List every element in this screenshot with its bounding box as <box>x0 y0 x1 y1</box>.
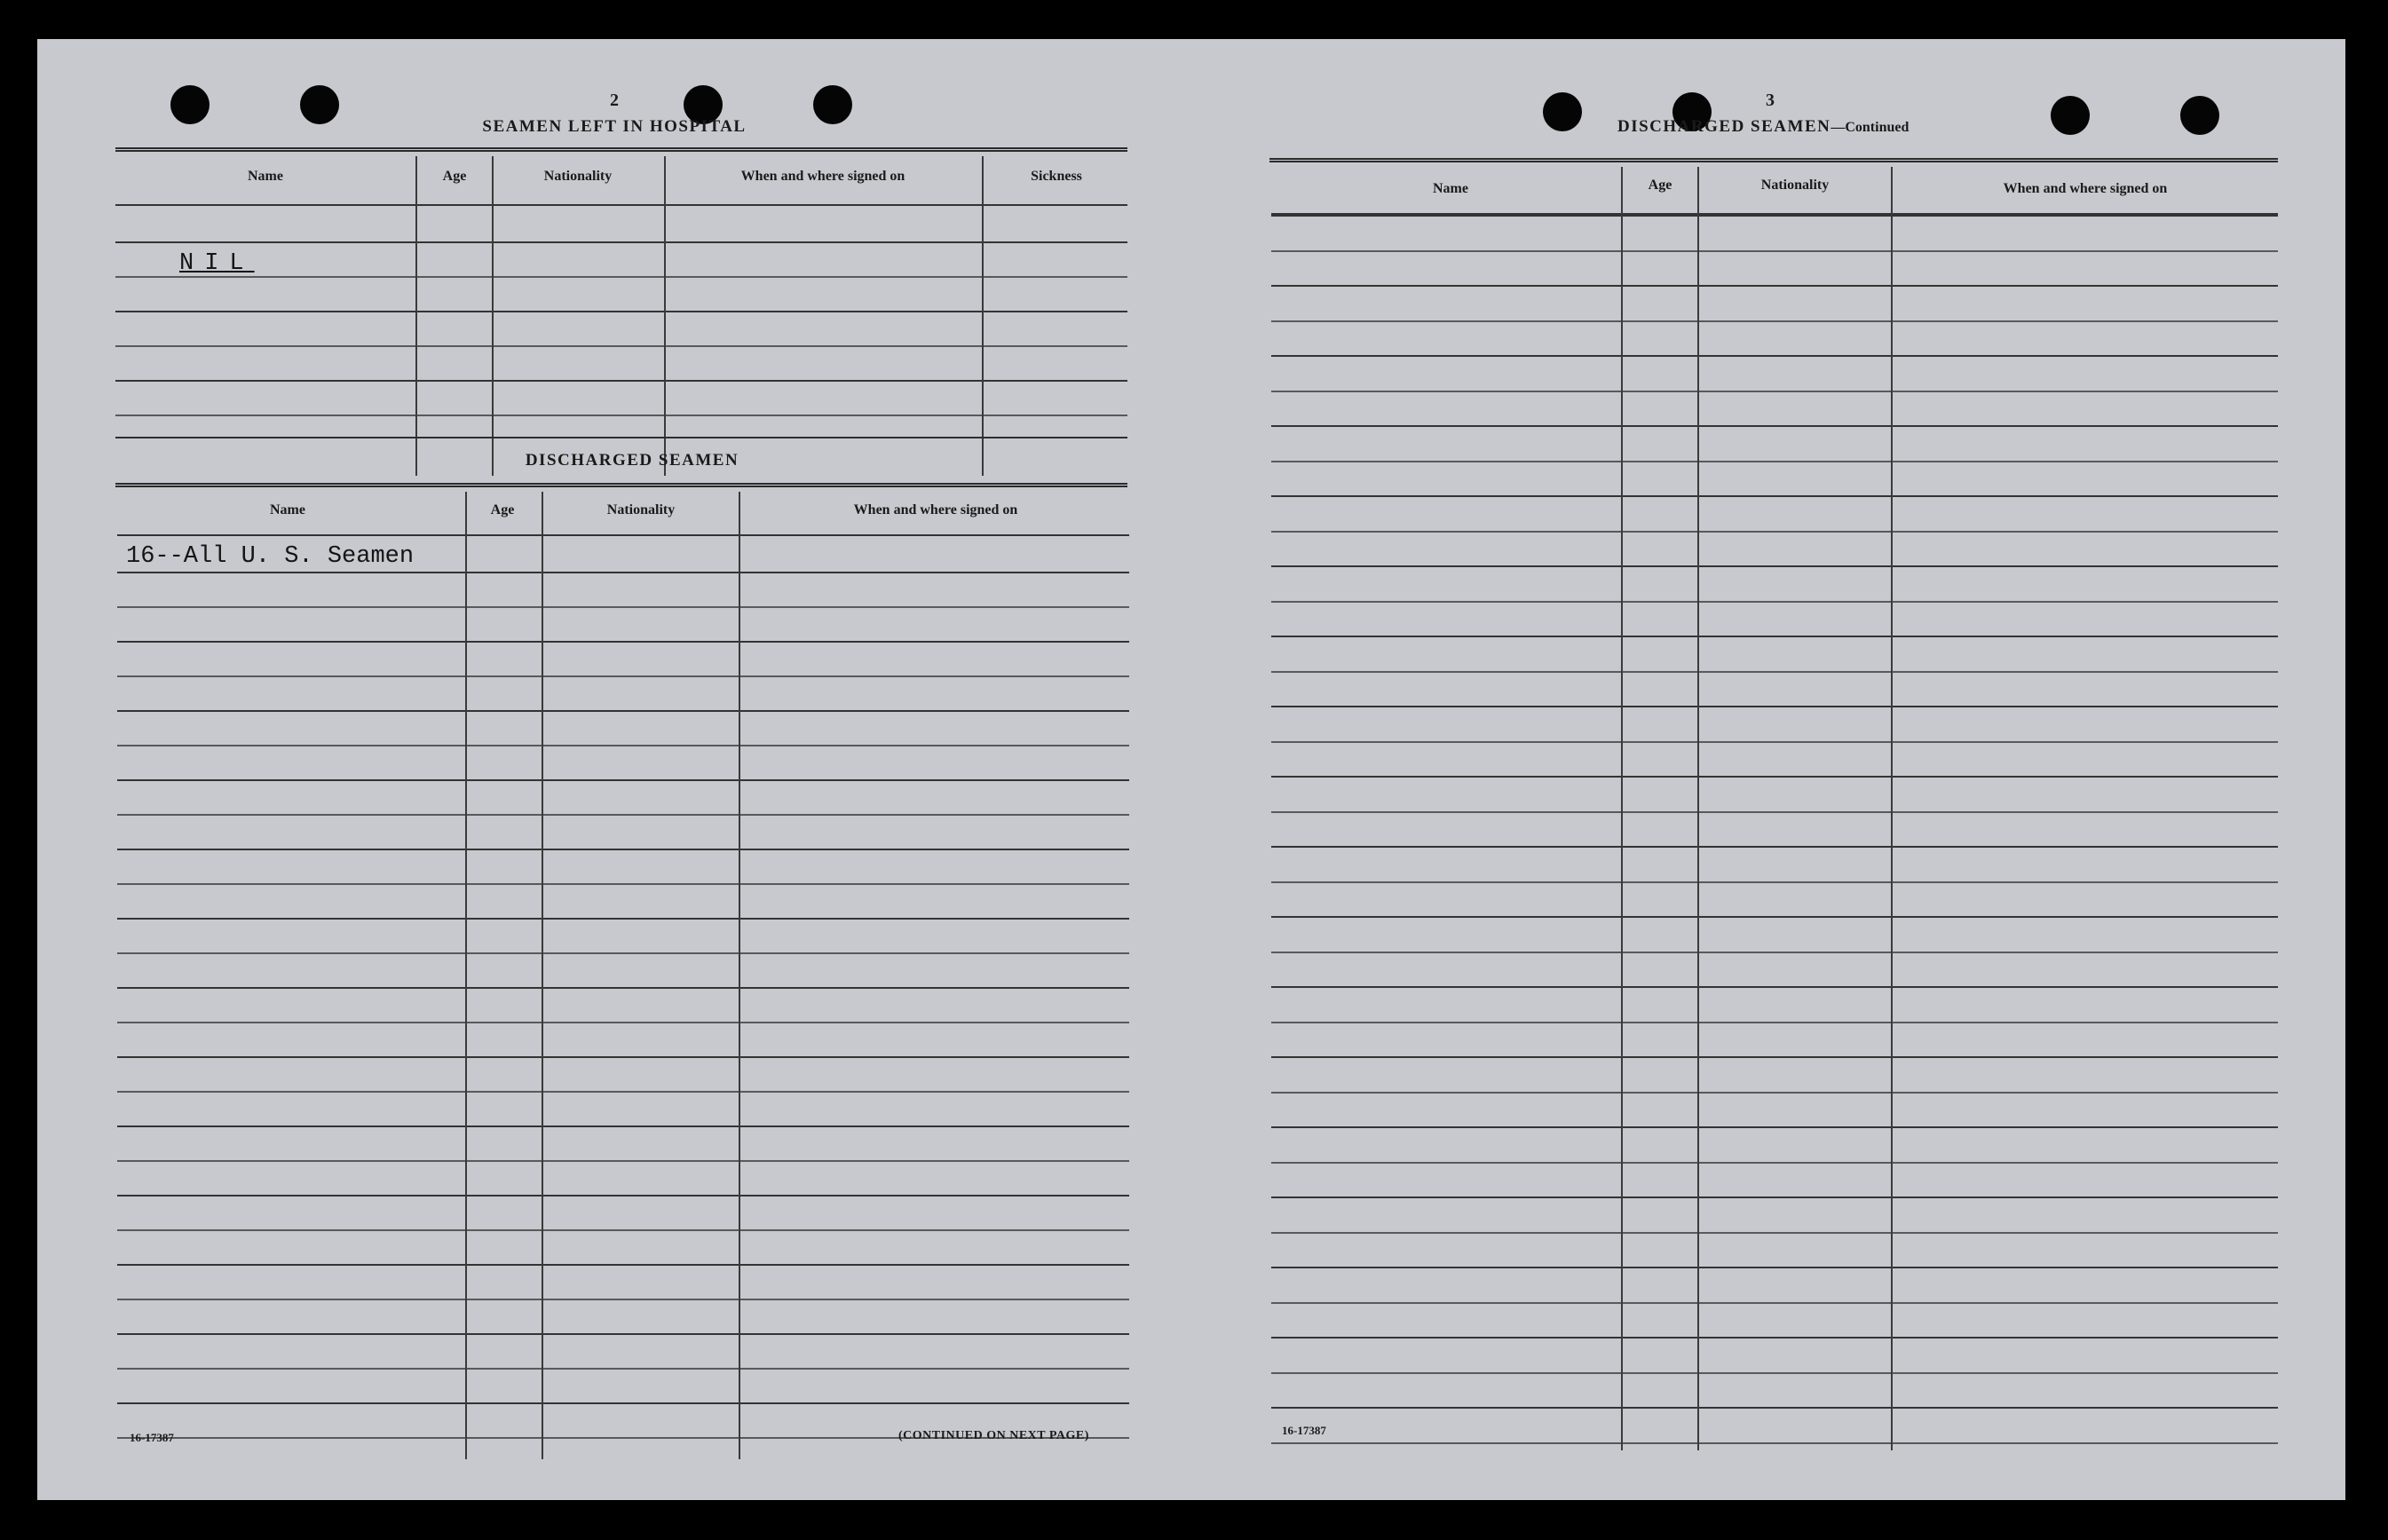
discharged-col-age: Age <box>490 502 515 517</box>
ruled-line <box>115 380 1127 382</box>
punch-hole <box>300 85 339 124</box>
ruled-line <box>117 745 1129 746</box>
ruled-line <box>1271 776 2278 778</box>
ruled-line <box>117 641 1129 643</box>
discharged-col-divider <box>465 492 467 1459</box>
ruled-line <box>117 849 1129 850</box>
hospital-entry-nil: NIL <box>179 250 255 277</box>
ruled-line <box>117 1160 1129 1162</box>
right-section-title <box>1617 117 1909 137</box>
ruled-line <box>1271 1092 2278 1094</box>
hospital-col-age: Age <box>442 169 467 184</box>
ruled-line <box>1271 1056 2278 1058</box>
ruled-line <box>1271 1162 2278 1164</box>
ruled-line <box>1271 916 2278 918</box>
ruled-line <box>117 918 1129 920</box>
right-col-divider <box>1621 167 1623 1450</box>
right-table-top-rule <box>1269 158 2278 162</box>
ruled-line <box>1271 1126 2278 1128</box>
ruled-line <box>1271 1232 2278 1234</box>
left-form-number: 16-17387 <box>130 1431 174 1444</box>
ruled-line <box>1271 285 2278 287</box>
hospital-section-title: SEAMEN LEFT IN HOSPITAL <box>482 117 747 136</box>
ruled-line <box>117 814 1129 816</box>
ruled-line-header <box>117 534 1129 536</box>
ruled-line <box>1271 1442 2278 1444</box>
ruled-line <box>117 710 1129 712</box>
ruled-line <box>1271 1337 2278 1339</box>
ruled-line <box>115 415 1127 416</box>
discharged-entry: 16--All U. S. Seamen <box>126 543 415 570</box>
ruled-line <box>117 1402 1129 1404</box>
continued-note: (CONTINUED ON NEXT PAGE) <box>898 1429 1089 1442</box>
hospital-col-nationality: Nationality <box>543 169 613 184</box>
hospital-col-signed-on: When and where signed on <box>740 169 905 184</box>
right-section-title-main: DISCHARGED SEAMEN <box>1617 117 1831 136</box>
right-section-title-suffix: —Continued <box>1831 120 1910 135</box>
ruled-line <box>115 276 1127 278</box>
ruled-line <box>1271 495 2278 497</box>
punch-hole <box>1543 92 1582 131</box>
ruled-line <box>117 1022 1129 1023</box>
ruled-line <box>115 241 1127 243</box>
ruled-line <box>115 345 1127 347</box>
ruled-line-header <box>1271 213 2278 215</box>
right-col-divider <box>1697 167 1699 1450</box>
ruled-line <box>1271 881 2278 883</box>
discharged-col-divider <box>739 492 740 1459</box>
ruled-line <box>115 311 1127 312</box>
right-col-name: Name <box>1433 181 1468 196</box>
ruled-line <box>1271 986 2278 988</box>
discharged-col-nationality: Nationality <box>606 502 676 517</box>
ruled-line <box>117 1299 1129 1300</box>
ruled-line <box>1271 320 2278 322</box>
hospital-col-divider <box>415 156 417 476</box>
ruled-line <box>1271 250 2278 252</box>
ruled-line <box>1271 811 2278 813</box>
ruled-line <box>1271 671 2278 673</box>
hospital-col-divider <box>492 156 494 476</box>
ruled-line <box>1271 1407 2278 1409</box>
ruled-line <box>117 606 1129 608</box>
document-page <box>37 39 2345 1500</box>
hospital-table-bottom-rule <box>115 437 1127 438</box>
ruled-line <box>1271 952 2278 953</box>
ruled-line <box>1271 741 2278 743</box>
ruled-line <box>117 675 1129 677</box>
ruled-line <box>1271 1267 2278 1268</box>
ruled-line <box>117 883 1129 885</box>
hospital-col-divider <box>664 156 666 476</box>
ruled-line <box>1271 1372 2278 1374</box>
ruled-line <box>117 1264 1129 1266</box>
discharged-section-title: DISCHARGED SEAMEN <box>525 451 739 470</box>
discharged-col-name: Name <box>270 502 305 517</box>
ruled-line <box>1271 461 2278 462</box>
hospital-col-divider <box>982 156 984 476</box>
ruled-line <box>1271 706 2278 707</box>
discharged-col-divider <box>542 492 543 1459</box>
ruled-line <box>1271 636 2278 637</box>
ruled-line <box>1271 391 2278 392</box>
ruled-line <box>117 1229 1129 1231</box>
right-col-age: Age <box>1648 178 1672 193</box>
ruled-line <box>117 1125 1129 1127</box>
ruled-line <box>1271 531 2278 533</box>
discharged-table-top-rule <box>115 483 1127 487</box>
hospital-col-sickness: Sickness <box>1031 169 1082 184</box>
ruled-line <box>117 987 1129 989</box>
right-form-number: 16-17387 <box>1282 1424 1326 1437</box>
hospital-table-top-rule <box>115 147 1127 152</box>
ruled-line <box>1271 425 2278 427</box>
ruled-line <box>117 1091 1129 1093</box>
ruled-line <box>1271 565 2278 567</box>
ruled-line <box>1271 1022 2278 1023</box>
ruled-line <box>1271 846 2278 848</box>
ruled-line-header <box>115 204 1127 206</box>
ruled-line <box>117 1056 1129 1058</box>
right-col-nationality: Nationality <box>1760 178 1830 193</box>
ruled-line <box>1271 1196 2278 1198</box>
ruled-line <box>1271 1302 2278 1304</box>
discharged-col-signed-on: When and where signed on <box>853 502 1018 517</box>
right-page-number: 3 <box>1766 91 1775 110</box>
right-col-signed-on: When and where signed on <box>2003 181 2168 196</box>
ruled-line <box>1271 215 2278 217</box>
ruled-line <box>117 779 1129 781</box>
right-col-divider <box>1891 167 1893 1450</box>
ruled-line <box>1271 601 2278 603</box>
hospital-col-name: Name <box>248 169 283 184</box>
ruled-line <box>117 1368 1129 1370</box>
punch-hole <box>170 85 210 124</box>
ruled-line <box>117 1195 1129 1196</box>
ruled-line <box>117 1333 1129 1335</box>
left-page-number: 2 <box>610 91 619 110</box>
punch-hole <box>2051 96 2090 135</box>
ruled-line <box>117 572 1129 573</box>
ruled-line <box>1271 355 2278 357</box>
ruled-line <box>117 952 1129 954</box>
punch-hole <box>2180 96 2219 135</box>
